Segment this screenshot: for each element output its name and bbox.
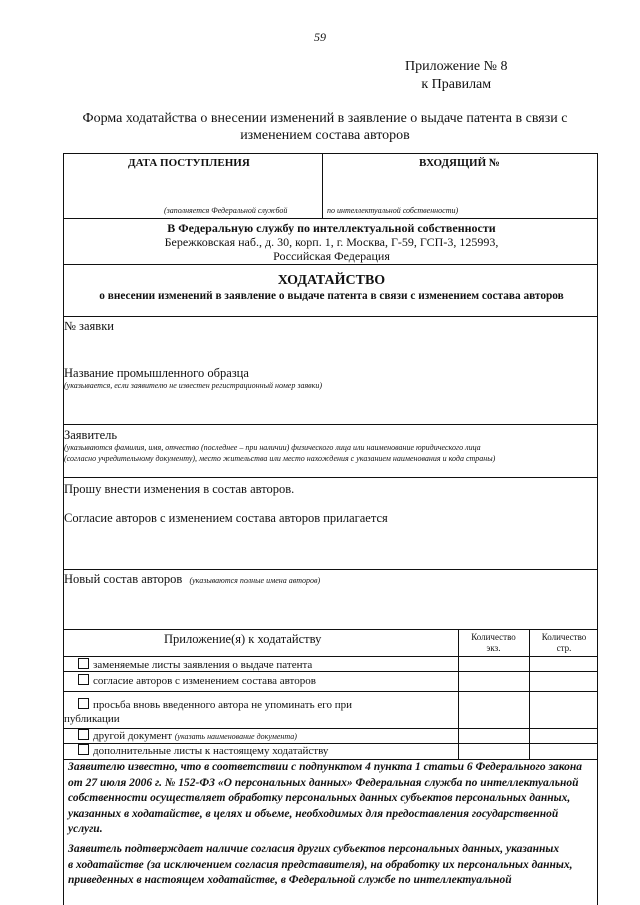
attachment-4-text: другой документ [93,730,173,742]
pages-header-line-1: Количество [541,632,587,642]
notice-p2-line-3: приведенных в настоящем ходатайстве, в Федеральной службе по интеллектуальной [68,874,512,887]
petition-form [63,153,598,905]
applicant-note-line-1: (указываются фамилия, имя, отчество (последнее – при наличии) физического лица или наименование юридического лица [64,443,481,452]
petition-heading: ХОДАТАЙСТВО [277,273,386,288]
notice-p1-line-2: от 27 июля 2006 г. № 152-ФЗ «О персональных данных» Федеральная служба по интеллектуальной [68,776,579,789]
attachment-5-text: дополнительные листы к настоящему ходатайству [93,745,329,757]
copies-header-line-1: Количество [471,632,516,642]
attachment-row-2 [78,674,316,687]
attachment-row-4 [78,729,297,742]
addressee-line-3: Российская Федерация [273,249,390,263]
petition-subheading: о внесении изменений в заявление о выдаче патента в связи с изменением состава авторов [99,290,564,302]
pages-header-line-2: стр. [556,643,572,653]
attachment-1-text: заменяемые листы заявления о выдаче патента [93,659,313,671]
header-divider [322,154,323,218]
page-number: 59 [314,30,326,44]
design-name-label: Название промышленного образца [64,366,249,380]
appendix-heading [405,58,508,94]
application-number-label: № заявки [64,319,114,333]
addressee-line-2: Бережковская наб., д. 30, корп. 1, г. Москва, Г-59, ГСП-3, 125993, [164,235,499,249]
pages-column-header [529,632,599,654]
applicant-note-line-2: (согласно учредительному документу), место жительства или место нахождения с указанием наименования и кода страны) [64,454,496,463]
new-authors-label-text: Новый состав авторов [64,572,183,586]
filled-by-note-left: (заполняется Федеральной службой [164,206,288,215]
request-line-1: Прошу внести изменения в состав авторов. [64,482,295,496]
attachments-header: Приложение(я) к ходатайству [164,632,322,646]
addressee-line-1: В Федеральную службу по интеллектуальной собственности [167,221,496,235]
attachment-1-checkbox[interactable] [78,658,89,669]
notice-p1-line-5: услуги. [68,823,103,836]
request-line-2: Согласие авторов с изменением состава авторов прилагается [64,511,388,525]
filled-by-note-right: по интеллектуальной собственности) [327,206,459,215]
copies-column-header [458,632,529,654]
attachment-2-text: согласие авторов с изменением состава авторов [93,675,316,687]
appendix-number: Приложение № 8 [405,59,508,74]
attachment-3-checkbox[interactable] [78,698,89,709]
design-name-note: (указывается, если заявителю не известен регистрационный номер заявки) [64,381,323,390]
attachment-4-note: (указать наименование документа) [174,732,297,741]
notice-p1-line-1: Заявителю известно, что в соответствии с подпунктом 4 пункта 1 статьи 6 Федерального закона [68,761,583,773]
attachment-row-1 [78,658,312,671]
form-title-line-1: Форма ходатайства о внесении изменений в заявление о выдаче патента в связи с [82,111,568,126]
addressee-block [64,221,599,263]
appendix-rules: к Правилам [421,77,492,92]
new-authors-label [64,572,320,587]
attachment-4-checkbox[interactable] [78,729,89,740]
notice-p2-line-2: в ходатайстве (за исключением согласия представителя), на обработку их персональных данных, [68,858,573,871]
attachment-2-checkbox[interactable] [78,674,89,685]
notice-paragraph-1 [68,760,593,838]
notice-p1-line-3: собственности осуществляет обработку персональных данных субъектов персональных данных, [68,792,571,805]
incoming-number-label: ВХОДЯЩИЙ № [419,157,500,169]
notice-paragraph-2 [68,842,593,889]
date-received-label: ДАТА ПОСТУПЛЕНИЯ [128,157,250,169]
attachment-3-text: просьба вновь введенного автора не упоминать его при [93,699,352,711]
copies-header-line-2: экз. [486,643,501,653]
applicant-label: Заявитель [64,428,118,442]
notice-p1-line-4: указанных в ходатайстве, в целях и объеме, необходимых для предоставления государственной [68,807,559,820]
form-title-line-2: изменением состава авторов [240,128,410,143]
attachment-3-text-cont: публикации [64,713,120,725]
notice-p2-line-1: Заявитель подтверждает наличие согласия других субъектов персональных данных, указанных [68,843,560,855]
attachment-row-5 [78,744,328,757]
attachment-row-3 [78,698,352,711]
form-title [60,110,590,144]
new-authors-note: (указываются полные имена авторов) [189,576,321,585]
attachment-5-checkbox[interactable] [78,744,89,755]
